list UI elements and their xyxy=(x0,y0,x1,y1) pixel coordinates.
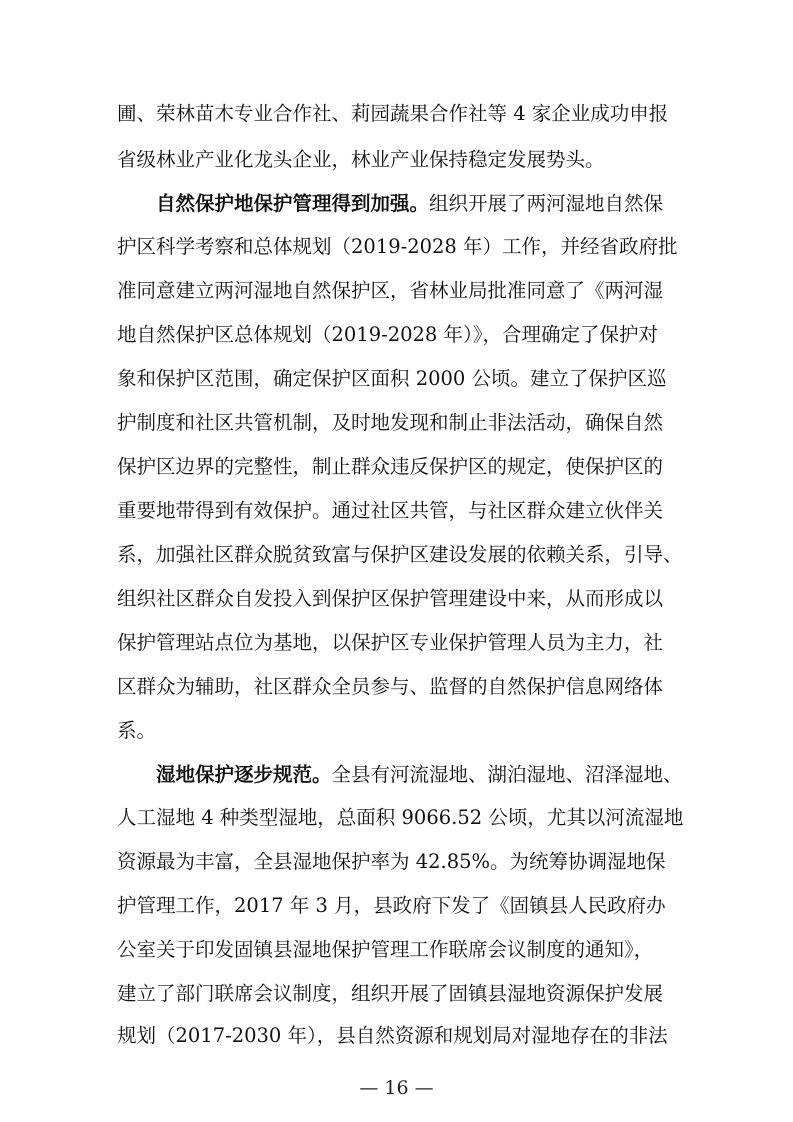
text-line: 圃、荣林苗木专业合作社、莉园蔬果合作社等 4 家企业成功申报 xyxy=(117,102,669,125)
text-line: 系，加强社区群众脱贫致富与保护区建设发展的依赖关系，引导、 xyxy=(117,543,683,566)
paragraph-text: 全县有河流湿地、湖泊湿地、沼泽湿地、 xyxy=(331,763,683,786)
text-line: 护区科学考察和总体规划（2019-2028 年）工作，并经省政府批 xyxy=(117,235,678,258)
text-line: 护制度和社区共管机制，及时地发现和制止非法活动，确保自然 xyxy=(117,411,664,434)
text-line: 准同意建立两河湿地自然保护区，省林业局批准同意了《两河湿 xyxy=(117,279,664,302)
paragraph-first-line xyxy=(156,191,690,217)
text-line: 系。 xyxy=(117,719,157,742)
page-number: — 16 — xyxy=(359,1077,434,1099)
paragraph-heading: 湿地保护逐步规范。 xyxy=(156,763,332,786)
text-line: 象和保护区范围，确定保护区面积 2000 公顷。建立了保护区巡 xyxy=(117,367,667,390)
text-line: 公室关于印发固镇县湿地保护管理工作联席会议制度的通知》， xyxy=(117,938,654,961)
text-line: 地自然保护区总体规划（2019-2028 年）》，合理确定了保护对 xyxy=(117,323,659,346)
text-line: 重要地带得到有效保护。通过社区共管，与社区群众建立伙伴关 xyxy=(117,499,664,522)
text-line: 人工湿地 4 种类型湿地，总面积 9066.52 公顷，尤其以河流湿地 xyxy=(117,806,684,829)
paragraph-text: 组织开展了两河湿地自然保 xyxy=(429,192,664,215)
text-line: 建立了部门联席会议制度，组织开展了固镇县湿地资源保护发展 xyxy=(117,982,664,1005)
text-line: 资源最为丰富，全县湿地保护率为 42.85%。为统筹协调湿地保 xyxy=(117,850,666,873)
text-line: 护管理工作，2017 年 3 月，县政府下发了《固镇县人民政府办 xyxy=(117,894,666,917)
text-line: 组织社区群众自发投入到保护区保护管理建设中来，从而形成以 xyxy=(117,587,664,610)
text-line: 保护区边界的完整性，制止群众违反保护区的规定，使保护区的 xyxy=(117,455,664,478)
text-line: 规划（2017-2030 年），县自然资源和规划局对湿地存在的非法 xyxy=(117,1024,668,1047)
paragraph-first-line xyxy=(156,762,690,788)
paragraph-heading: 自然保护地保护管理得到加强。 xyxy=(156,192,430,215)
text-line: 省级林业产业化龙头企业，林业产业保持稳定发展势头。 xyxy=(117,148,605,171)
text-line: 保护管理站点位为基地，以保护区专业保护管理人员为主力，社 xyxy=(117,631,664,654)
text-line: 区群众为辅助，社区群众全员参与、监督的自然保护信息网络体 xyxy=(117,675,664,698)
